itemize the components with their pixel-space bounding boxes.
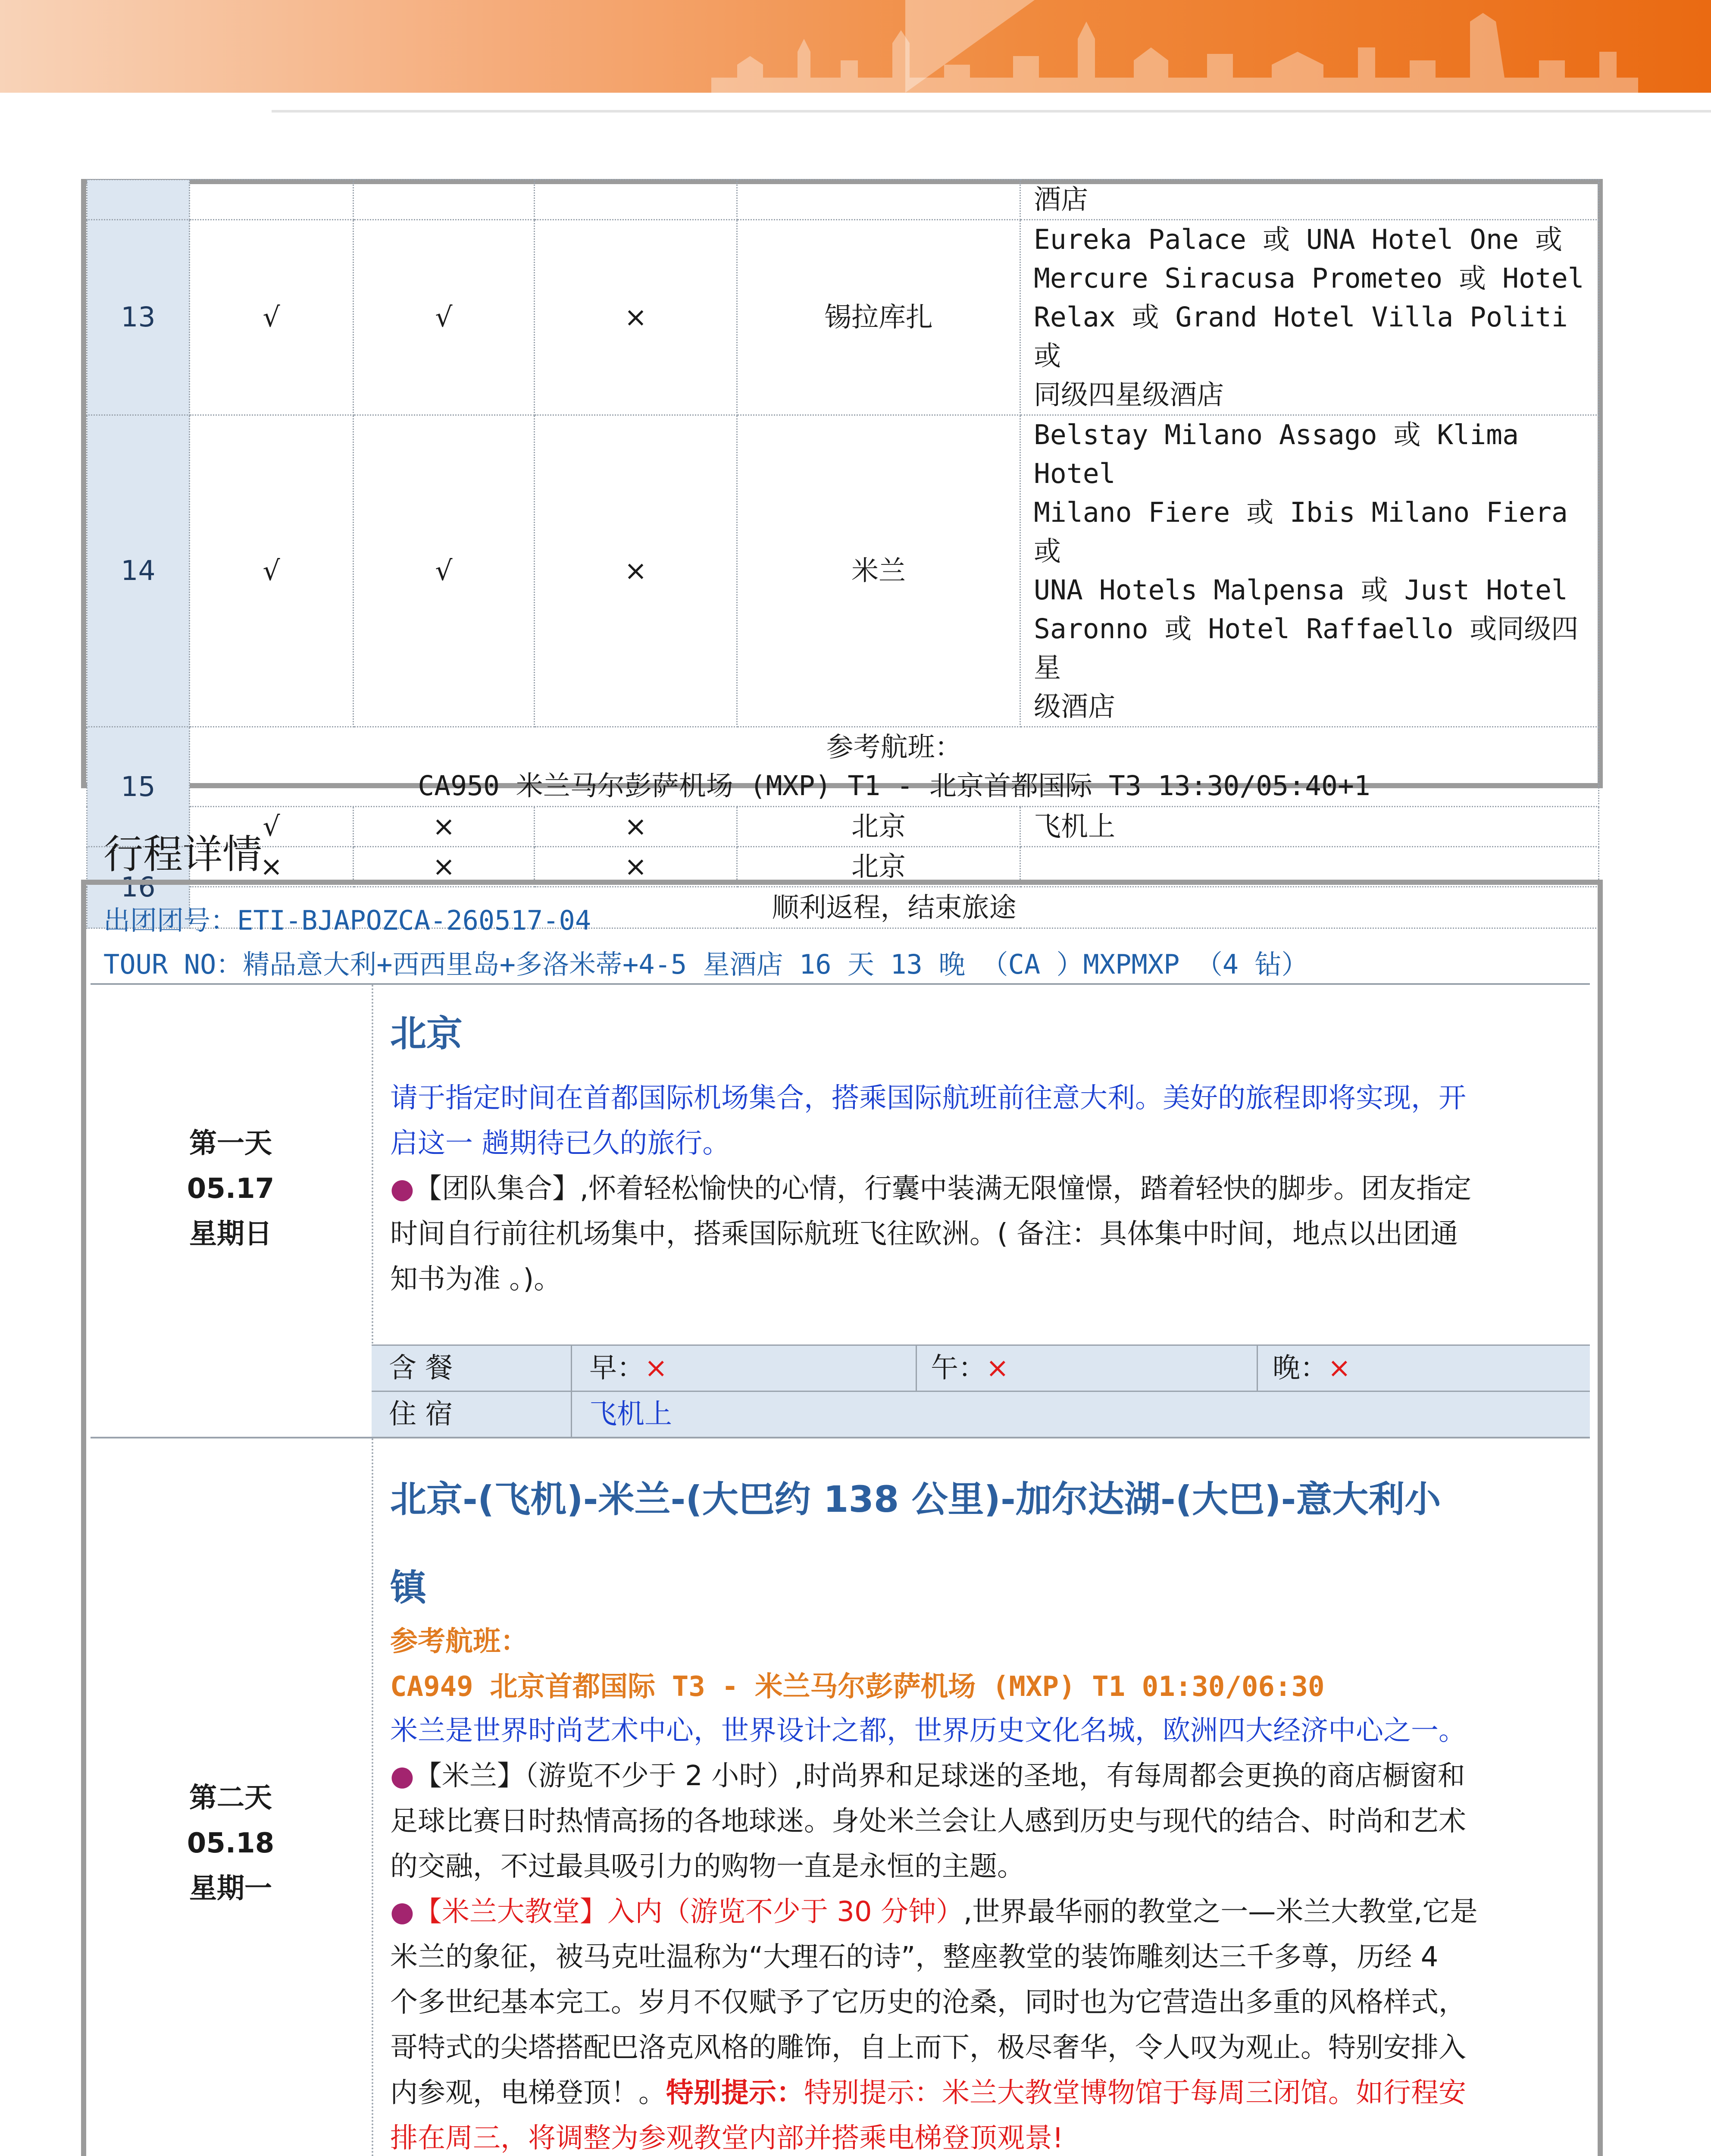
lunch-cell: √ xyxy=(353,220,535,415)
hotel-cell: 酒店 xyxy=(1020,180,1599,220)
hotel-line: Belstay Milano Assago 或 Klima Hotel xyxy=(1034,419,1519,489)
breakfast-cell: √ xyxy=(190,415,353,727)
flight-label: 参考航班： xyxy=(390,1626,528,1658)
lunch-cell xyxy=(353,180,535,220)
text-line: 足球比赛日时热情高扬的各地球迷。身处米兰会让人感到历史与现代的结合、时尚和艺术 xyxy=(390,1805,1466,1837)
day1-paragraph xyxy=(390,1166,1580,1302)
day-name: 第一天 xyxy=(189,1128,272,1159)
trip-end-note: 顺利返程，结束旅途 xyxy=(190,887,1599,928)
no-meal-icon: × xyxy=(986,1352,1009,1384)
cell-divider xyxy=(1257,1346,1258,1391)
hotel-line: Milano Fiere 或 Ibis Milano Fiera 或 xyxy=(1034,497,1568,567)
breakfast-cell: √ xyxy=(190,807,353,847)
day-date: 05.17 xyxy=(187,1173,275,1205)
header-rule xyxy=(272,110,1711,113)
text-line: 启这一 趟期待已久的旅行。 xyxy=(390,1128,730,1159)
tour-number: TOUR NO：精品意大利+西西里岛+多洛米蒂+4-5 星酒店 16 天 13 晚 （CA ）MXPMXP （4 钻） xyxy=(103,949,1308,980)
meals-label: 含 餐 xyxy=(389,1352,453,1384)
text-span: ,世界最华丽的教堂之一—米兰大教堂,它是 xyxy=(963,1896,1478,1928)
hotel-cell xyxy=(1020,220,1599,415)
day1-city: 北京 xyxy=(390,1012,463,1055)
text-line: 请于指定时间在首都国际机场集合，搭乘国际航班前往意大利。美好的旅程即将实现，开 xyxy=(390,1082,1466,1114)
city-cell: 北京 xyxy=(737,807,1020,847)
table-row xyxy=(87,220,1599,415)
bullet-icon: ● xyxy=(390,1896,414,1928)
text-span: 内参观，电梯登顶！。 xyxy=(390,2077,666,2109)
day-cell: 16 xyxy=(87,847,190,928)
hotel-line: 同级四星级酒店 xyxy=(1034,379,1224,411)
city-skyline-illustration xyxy=(711,13,1638,93)
hotel-line: 级酒店 xyxy=(1034,691,1115,722)
bullet-icon: ● xyxy=(390,1173,414,1205)
table-row xyxy=(87,807,1599,847)
lunch-meal xyxy=(931,1346,1009,1391)
dinner-meal xyxy=(1273,1346,1351,1391)
title-line: 镇 xyxy=(390,1567,427,1609)
text-span: 【团队集合】,怀着轻松愉快的心情，行囊中装满无限憧憬，踏着轻快的脚步。团友指定 xyxy=(414,1173,1472,1205)
group-number: 出团团号：ETI-BJAPOZCA-260517-04 xyxy=(103,905,591,936)
text-line xyxy=(390,2071,1580,2116)
text-line: 哥特式的尖塔搭配巴洛克风格的雕饰，自上而下，极尽奢华，令人叹为观止。特别安排入 xyxy=(390,2032,1466,2064)
text-line xyxy=(390,1890,1580,1935)
lunch-cell: × xyxy=(353,847,535,887)
day1-intro xyxy=(390,1076,1580,1166)
cell-divider xyxy=(571,1346,572,1391)
meals-row xyxy=(372,1344,1590,1391)
hotel-line: Saronno 或 Hotel Raffaello 或同级四星 xyxy=(1034,613,1579,683)
day-date: 05.18 xyxy=(187,1827,275,1859)
breakfast-cell xyxy=(190,180,353,220)
cell-divider xyxy=(571,1392,572,1437)
divider xyxy=(91,983,1590,985)
text-line: 时间自行前往机场集中，搭乘国际航班飞往欧洲。( 备注：具体集中时间，地点以出团通 xyxy=(390,1218,1458,1250)
tip-text: 特别提示：米兰大教堂博物馆于每周三闭馆。如行程安 xyxy=(804,2077,1466,2109)
day-cell: 13 xyxy=(87,220,190,415)
day2-label xyxy=(91,1776,371,1912)
hotel-cell xyxy=(1020,415,1599,727)
table-row xyxy=(87,180,1599,220)
text-line xyxy=(390,1166,1580,1212)
hotel-line: Relax 或 Grand Hotel Villa Politi 或 xyxy=(1034,301,1568,372)
day-cell xyxy=(87,180,190,220)
cell-divider xyxy=(916,1346,917,1391)
flight-label: 参考航班： xyxy=(826,731,962,763)
day2-intro: 米兰是世界时尚艺术中心，世界设计之都，世界历史文化名城，欧洲四大经济中心之一。 xyxy=(390,1715,1466,1747)
city-cell: 米兰 xyxy=(737,415,1020,727)
city-cell xyxy=(737,180,1020,220)
text-line: 的交融，不过最具吸引力的购物一直是永恒的主题。 xyxy=(390,1851,1025,1883)
breakfast-meal xyxy=(589,1346,668,1391)
divider xyxy=(91,1437,1590,1438)
hotel-line: Eureka Palace 或 UNA Hotel One 或 xyxy=(1034,224,1562,255)
hotel-cell: 飞机上 xyxy=(1020,807,1599,847)
text-span: 【米兰】（游览不少于 2 小时）,时尚界和足球迷的圣地，有每周都会更换的商店橱窗和 xyxy=(414,1760,1465,1792)
dinner-cell xyxy=(535,180,737,220)
hotel-table xyxy=(86,179,1599,929)
day2-paragraph-milan xyxy=(390,1754,1580,1890)
day-cell: 14 xyxy=(87,415,190,727)
bullet-icon: ● xyxy=(390,1760,414,1792)
day-column-divider xyxy=(372,1438,373,2156)
day-weekday: 星期一 xyxy=(189,1873,272,1905)
meal-label: 午： xyxy=(931,1352,986,1384)
day2-route-title xyxy=(390,1455,1580,1632)
no-meal-icon: × xyxy=(644,1352,668,1384)
text-line xyxy=(390,1754,1580,1799)
city-cell: 锡拉库扎 xyxy=(737,220,1020,415)
day-name: 第二天 xyxy=(189,1782,272,1814)
dinner-cell: × xyxy=(535,415,737,727)
section-title: 行程详情 xyxy=(103,831,263,877)
flight-cell xyxy=(190,727,1599,807)
lunch-cell: √ xyxy=(353,415,535,727)
day1-label xyxy=(91,1121,371,1257)
flight-info: CA950 米兰马尔彭萨机场 (MXP) T1 - 北京首都国际 T3 13:30/05:40+1 xyxy=(418,770,1370,802)
no-meal-icon: × xyxy=(1328,1352,1351,1384)
day-weekday: 星期日 xyxy=(189,1218,272,1250)
meal-label: 早： xyxy=(589,1352,644,1384)
dinner-cell: × xyxy=(535,847,737,887)
lunch-cell: × xyxy=(353,807,535,847)
stay-label: 住 宿 xyxy=(389,1398,453,1430)
tip-label: 特别提示： xyxy=(666,2077,804,2109)
breakfast-cell: × xyxy=(190,847,353,887)
flight-info: CA949 北京首都国际 T3 - 米兰马尔彭萨机场 (MXP) T1 01:30/06:30 xyxy=(390,1671,1325,1703)
dinner-cell: × xyxy=(535,807,737,847)
table-row xyxy=(87,415,1599,727)
day2-flight xyxy=(390,1619,1580,1710)
stay-row xyxy=(372,1391,1590,1437)
header-banner xyxy=(0,0,1711,93)
day1-meals-table xyxy=(372,1344,1590,1436)
day-cell: 15 xyxy=(87,727,190,847)
text-line: 米兰的象征，被马克吐温称为“大理石的诗”，整座教堂的装饰雕刻达三千多尊，历经 4 xyxy=(390,1941,1439,1973)
stay-value: 飞机上 xyxy=(589,1398,672,1430)
hotel-line: UNA Hotels Malpensa 或 Just Hotel xyxy=(1034,574,1568,606)
highlight-span: 【米兰大教堂】入内（游览不少于 30 分钟） xyxy=(414,1896,963,1928)
city-cell: 北京 xyxy=(737,847,1020,887)
text-line: 个多世纪基本完工。岁月不仅赋予了它历史的沧桑，同时也为它营造出多重的风格样式， xyxy=(390,1987,1466,2018)
text-line: 知书为准 。)。 xyxy=(390,1263,562,1295)
day2-paragraph-duomo xyxy=(390,1890,1580,2156)
meal-label: 晚： xyxy=(1273,1352,1328,1384)
dinner-cell: × xyxy=(535,220,737,415)
hotel-line: Mercure Siracusa Prometeo 或 Hotel xyxy=(1034,263,1584,294)
table-row xyxy=(87,727,1599,807)
title-line: 北京-(飞机)-米兰-(大巴约 138 公里)-加尔达湖-(大巴)-意大利小 xyxy=(390,1478,1441,1520)
tip-text: 排在周三，将调整为参观教堂内部并搭乘电梯登顶观景! xyxy=(390,2122,1064,2154)
breakfast-cell: √ xyxy=(190,220,353,415)
